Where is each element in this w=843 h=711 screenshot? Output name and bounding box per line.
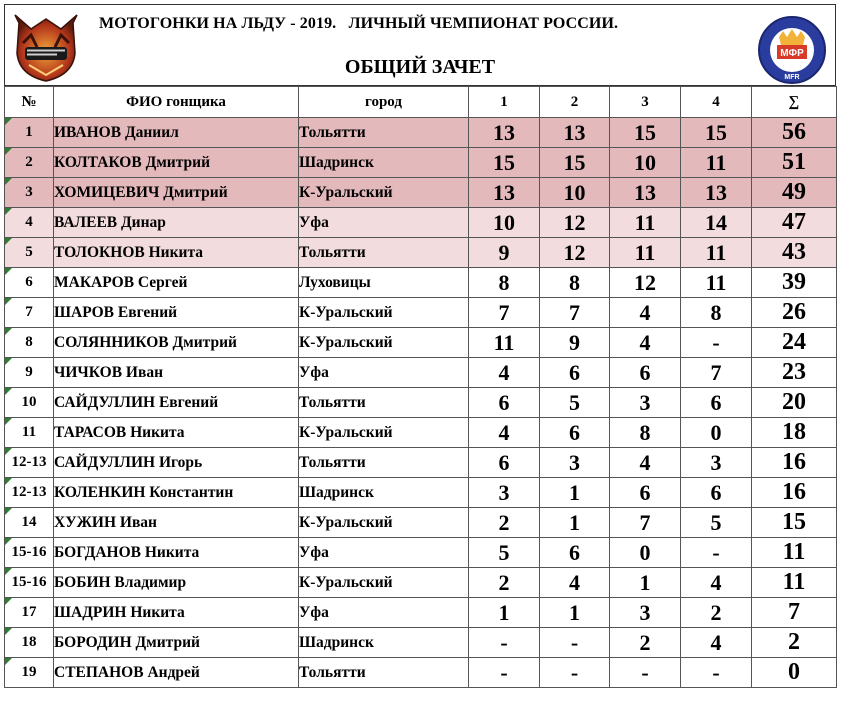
position-cell: 6 (5, 268, 54, 298)
stage-1-score-cell: - (469, 658, 540, 688)
total-score-cell: 15 (752, 508, 837, 538)
table-row (5, 298, 837, 328)
stage-3-score-cell: 10 (610, 148, 681, 178)
stage-3-score-cell: 3 (610, 598, 681, 628)
city-cell: Шадринск (299, 478, 469, 508)
stage-2-score-cell: 13 (540, 118, 610, 148)
city-cell: К-Уральский (299, 328, 469, 358)
column-header-name: ФИО гонщика (54, 87, 299, 118)
stage-4-score-cell: 11 (681, 148, 752, 178)
table-row (5, 268, 837, 298)
stage-1-score-cell: 6 (469, 388, 540, 418)
table-row (5, 568, 837, 598)
city-cell: К-Уральский (299, 568, 469, 598)
stage-4-score-cell: 4 (681, 568, 752, 598)
position-cell: 19 (5, 658, 54, 688)
column-header-stage-1: 1 (469, 87, 540, 118)
racer-name-cell: КОЛЕНКИН Константин (54, 478, 299, 508)
city-cell: Тольятти (299, 388, 469, 418)
table-row (5, 628, 837, 658)
city-cell: К-Уральский (299, 418, 469, 448)
racer-name-cell: ЧИЧКОВ Иван (54, 358, 299, 388)
racer-name-cell: СТЕПАНОВ Андрей (54, 658, 299, 688)
racer-name-cell: БОГДАНОВ Никита (54, 538, 299, 568)
total-score-cell: 0 (752, 658, 837, 688)
city-cell: Уфа (299, 538, 469, 568)
stage-1-score-cell: 5 (469, 538, 540, 568)
stage-2-score-cell: 6 (540, 418, 610, 448)
stage-2-score-cell: 6 (540, 358, 610, 388)
stage-3-score-cell: 2 (610, 628, 681, 658)
column-header-total: ∑ (752, 87, 837, 118)
city-cell: Шадринск (299, 148, 469, 178)
racer-name-cell: МАКАРОВ Сергей (54, 268, 299, 298)
stage-2-score-cell: 5 (540, 388, 610, 418)
table-row (5, 388, 837, 418)
stage-4-score-cell: 11 (681, 238, 752, 268)
table-row (5, 178, 837, 208)
stage-3-score-cell: 12 (610, 268, 681, 298)
stage-1-score-cell: 1 (469, 598, 540, 628)
stage-2-score-cell: 12 (540, 238, 610, 268)
results-table (4, 86, 837, 688)
total-score-cell: 49 (752, 178, 837, 208)
total-score-cell: 16 (752, 478, 837, 508)
position-cell: 1 (5, 118, 54, 148)
table-row (5, 478, 837, 508)
stage-2-score-cell: 15 (540, 148, 610, 178)
position-cell: 10 (5, 388, 54, 418)
position-cell: 3 (5, 178, 54, 208)
position-cell: 15-16 (5, 538, 54, 568)
position-cell: 15-16 (5, 568, 54, 598)
stage-3-score-cell: 3 (610, 388, 681, 418)
position-cell: 5 (5, 238, 54, 268)
table-row (5, 418, 837, 448)
total-score-cell: 7 (752, 598, 837, 628)
stage-3-score-cell: 11 (610, 208, 681, 238)
stage-1-score-cell: 11 (469, 328, 540, 358)
stage-3-score-cell: 6 (610, 358, 681, 388)
stage-1-score-cell: 4 (469, 358, 540, 388)
column-header-stage-2: 2 (540, 87, 610, 118)
stage-3-score-cell: 4 (610, 298, 681, 328)
stage-2-score-cell: 1 (540, 478, 610, 508)
stage-1-score-cell: 4 (469, 418, 540, 448)
stage-4-score-cell: 7 (681, 358, 752, 388)
stage-4-score-cell: - (681, 658, 752, 688)
stage-1-score-cell: - (469, 628, 540, 658)
racer-name-cell: БОБИН Владимир (54, 568, 299, 598)
stage-4-score-cell: 3 (681, 448, 752, 478)
stage-2-score-cell: 4 (540, 568, 610, 598)
racer-name-cell: ИВАНОВ Даниил (54, 118, 299, 148)
stage-2-score-cell: 3 (540, 448, 610, 478)
stage-2-score-cell: 9 (540, 328, 610, 358)
table-row (5, 208, 837, 238)
racer-name-cell: ШАРОВ Евгений (54, 298, 299, 328)
stage-4-score-cell: 0 (681, 418, 752, 448)
racer-name-cell: КОЛТАКОВ Дмитрий (54, 148, 299, 178)
stage-2-score-cell: 7 (540, 298, 610, 328)
stage-3-score-cell: - (610, 658, 681, 688)
position-cell: 17 (5, 598, 54, 628)
position-cell: 2 (5, 148, 54, 178)
racer-name-cell: ХОМИЦЕВИЧ Дмитрий (54, 178, 299, 208)
total-score-cell: 2 (752, 628, 837, 658)
total-score-cell: 43 (752, 238, 837, 268)
racer-name-cell: ШАДРИН Никита (54, 598, 299, 628)
city-cell: Тольятти (299, 238, 469, 268)
stage-1-score-cell: 6 (469, 448, 540, 478)
position-cell: 8 (5, 328, 54, 358)
stage-1-score-cell: 15 (469, 148, 540, 178)
results-header (4, 4, 836, 86)
city-cell: Тольятти (299, 118, 469, 148)
total-score-cell: 47 (752, 208, 837, 238)
city-cell: Луховицы (299, 268, 469, 298)
stage-4-score-cell: 13 (681, 178, 752, 208)
stage-1-score-cell: 13 (469, 178, 540, 208)
stage-3-score-cell: 6 (610, 478, 681, 508)
racer-name-cell: ТАРАСОВ Никита (54, 418, 299, 448)
stage-1-score-cell: 9 (469, 238, 540, 268)
stage-4-score-cell: 15 (681, 118, 752, 148)
stage-4-score-cell: 2 (681, 598, 752, 628)
total-score-cell: 11 (752, 568, 837, 598)
city-cell: Уфа (299, 208, 469, 238)
stage-3-score-cell: 0 (610, 538, 681, 568)
page-title: МОТОГОНКИ НА ЛЬДУ - 2019. ЛИЧНЫЙ ЧЕМПИОНАТ РОССИИ. (99, 15, 619, 32)
stage-4-score-cell: 14 (681, 208, 752, 238)
position-cell: 12-13 (5, 448, 54, 478)
total-score-cell: 18 (752, 418, 837, 448)
stage-3-score-cell: 15 (610, 118, 681, 148)
stage-4-score-cell: - (681, 328, 752, 358)
table-row (5, 238, 837, 268)
position-cell: 14 (5, 508, 54, 538)
table-header-row (5, 87, 837, 118)
stage-3-score-cell: 11 (610, 238, 681, 268)
racer-name-cell: САЙДУЛЛИН Игорь (54, 448, 299, 478)
stage-3-score-cell: 4 (610, 448, 681, 478)
stage-3-score-cell: 4 (610, 328, 681, 358)
stage-3-score-cell: 1 (610, 568, 681, 598)
stage-2-score-cell: - (540, 628, 610, 658)
stage-2-score-cell: 12 (540, 208, 610, 238)
page-subtitle: ОБЩИЙ ЗАЧЕТ (344, 56, 496, 78)
racer-name-cell: ТОЛОКНОВ Никита (54, 238, 299, 268)
stage-1-score-cell: 2 (469, 508, 540, 538)
table-row (5, 358, 837, 388)
mfr-logo-caption: MFR (784, 74, 800, 81)
total-score-cell: 20 (752, 388, 837, 418)
table-row (5, 538, 837, 568)
city-cell: К-Уральский (299, 298, 469, 328)
column-header-stage-4: 4 (681, 87, 752, 118)
stage-2-score-cell: 6 (540, 538, 610, 568)
stage-1-score-cell: 3 (469, 478, 540, 508)
stage-4-score-cell: 5 (681, 508, 752, 538)
mfr-federation-logo-icon (757, 15, 827, 85)
position-cell: 4 (5, 208, 54, 238)
mfr-logo-text: МФР (780, 48, 804, 59)
table-row (5, 658, 837, 688)
city-cell: Тольятти (299, 658, 469, 688)
total-score-cell: 39 (752, 268, 837, 298)
table-row (5, 508, 837, 538)
racer-name-cell: ВАЛЕЕВ Динар (54, 208, 299, 238)
position-cell: 9 (5, 358, 54, 388)
stage-4-score-cell: 4 (681, 628, 752, 658)
stage-1-score-cell: 7 (469, 298, 540, 328)
city-cell: Уфа (299, 598, 469, 628)
stage-4-score-cell: 6 (681, 478, 752, 508)
stage-1-score-cell: 2 (469, 568, 540, 598)
city-cell: К-Уральский (299, 508, 469, 538)
total-score-cell: 11 (752, 538, 837, 568)
stage-3-score-cell: 8 (610, 418, 681, 448)
racer-name-cell: ХУЖИН Иван (54, 508, 299, 538)
table-row (5, 148, 837, 178)
results-body (5, 118, 837, 688)
position-cell: 11 (5, 418, 54, 448)
city-cell: Тольятти (299, 448, 469, 478)
stage-4-score-cell: 8 (681, 298, 752, 328)
racer-name-cell: САЙДУЛЛИН Евгений (54, 388, 299, 418)
position-cell: 18 (5, 628, 54, 658)
stage-2-score-cell: 8 (540, 268, 610, 298)
stage-1-score-cell: 10 (469, 208, 540, 238)
position-cell: 7 (5, 298, 54, 328)
city-cell: Шадринск (299, 628, 469, 658)
total-score-cell: 56 (752, 118, 837, 148)
column-header-num: № (5, 87, 54, 118)
stage-3-score-cell: 7 (610, 508, 681, 538)
table-row (5, 118, 837, 148)
total-score-cell: 24 (752, 328, 837, 358)
column-header-stage-3: 3 (610, 87, 681, 118)
stage-3-score-cell: 13 (610, 178, 681, 208)
stage-4-score-cell: 11 (681, 268, 752, 298)
stage-2-score-cell: 10 (540, 178, 610, 208)
total-score-cell: 26 (752, 298, 837, 328)
table-row (5, 448, 837, 478)
racer-name-cell: СОЛЯННИКОВ Дмитрий (54, 328, 299, 358)
column-header-city: город (299, 87, 469, 118)
stage-4-score-cell: - (681, 538, 752, 568)
city-cell: К-Уральский (299, 178, 469, 208)
stage-2-score-cell: 1 (540, 508, 610, 538)
total-score-cell: 16 (752, 448, 837, 478)
stage-2-score-cell: 1 (540, 598, 610, 628)
table-row (5, 598, 837, 628)
total-score-cell: 23 (752, 358, 837, 388)
stage-2-score-cell: - (540, 658, 610, 688)
total-score-cell: 51 (752, 148, 837, 178)
stage-1-score-cell: 13 (469, 118, 540, 148)
table-row (5, 328, 837, 358)
stage-1-score-cell: 8 (469, 268, 540, 298)
racer-name-cell: БОРОДИН Дмитрий (54, 628, 299, 658)
position-cell: 12-13 (5, 478, 54, 508)
stage-4-score-cell: 6 (681, 388, 752, 418)
city-cell: Уфа (299, 358, 469, 388)
